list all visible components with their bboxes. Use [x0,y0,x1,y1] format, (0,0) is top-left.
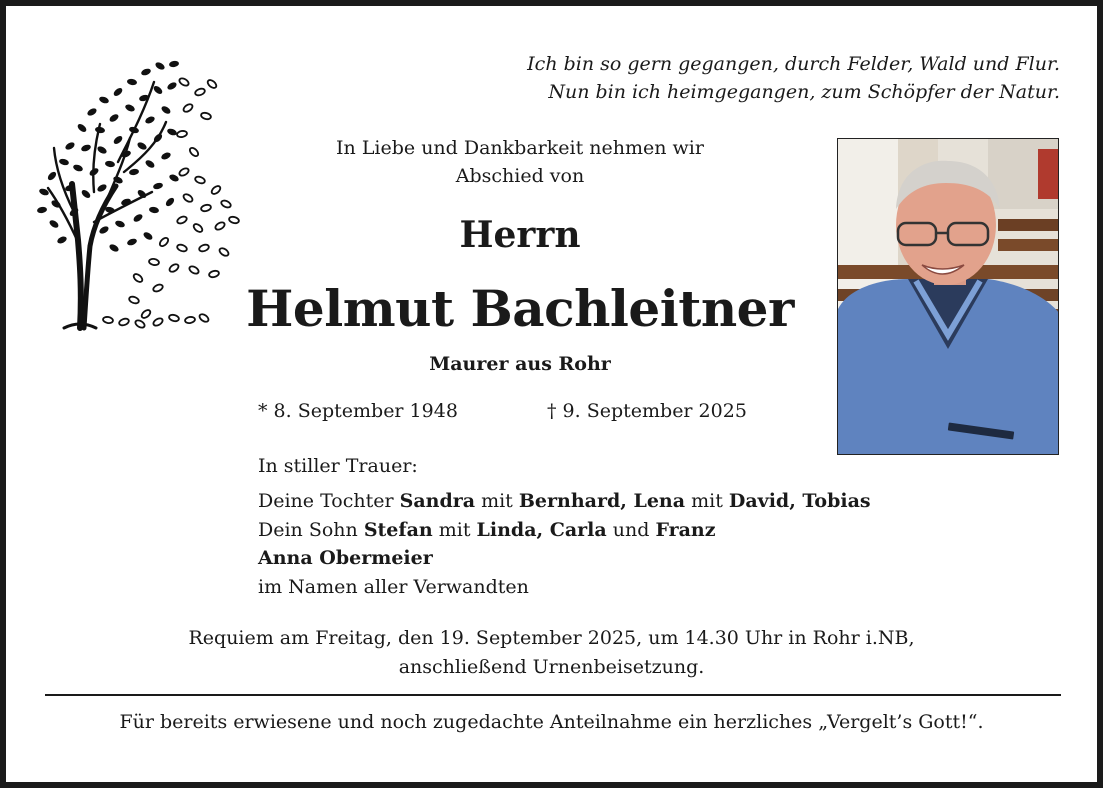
salutation: Herrn [459,214,581,256]
mourner-line-3 [258,544,871,573]
occupation: Maurer aus Rohr [429,353,611,375]
mourner-line-1 [258,487,871,516]
mourner-line-2 [258,516,871,545]
mourner-name: Franz [655,518,716,541]
mourners-list [258,487,871,601]
death-date: † 9. September 2025 [547,400,747,422]
portrait-photo [837,138,1059,455]
mourner-text: Deine Tochter [258,490,400,512]
intro-text [240,134,800,190]
thanks-footer: Für bereits erwiesene und noch zugedachte Anteilnahme ein herzliches „Vergelt’s Gott!“. [119,711,984,733]
mourner-name: Stefan [363,518,433,541]
mourner-name: Sandra [399,490,476,512]
mourner-text: und [606,518,656,541]
mourning-heading: In stiller Trauer: [258,455,418,477]
mourner-text: mit [685,490,729,512]
poem-line-1: Ich bin so gern gegangen, durch Felder, Wald und Flur. [527,53,1060,75]
mourner-line-4 [258,573,871,602]
mourner-name: Anna Obermeier [258,547,433,569]
portrait-image [838,139,1059,455]
mourner-text: Dein Sohn [258,518,364,541]
poem [330,50,1060,106]
service-info [40,624,1063,682]
poem-line-2: Nun bin ich heimgegangen, zum Schöpfer der Natur. [548,81,1060,103]
intro-line-1: In Liebe und Dankbarkeit nehmen wir [336,137,704,159]
mourner-text: mit [475,490,519,512]
mourner-name: David, Tobias [728,490,871,512]
mourner-name: Linda, Carla [476,518,607,541]
tree-with-falling-leaves-icon [34,52,246,332]
birth-date: * 8. September 1948 [258,400,458,422]
service-line-2: anschließend Urnenbeisetzung. [398,656,705,678]
mourner-text: mit [432,518,477,541]
intro-line-2: Abschied von [455,165,585,187]
mourner-name: Bernhard, Lena [518,490,686,512]
service-line-1: Requiem am Freitag, den 19. September 2025, um 14.30 Uhr in Rohr i.NB, [188,627,915,649]
deceased-name: Helmut Bachleitner [246,279,794,338]
divider [45,694,1061,696]
mourner-text: im Namen aller Verwandten [258,575,529,598]
